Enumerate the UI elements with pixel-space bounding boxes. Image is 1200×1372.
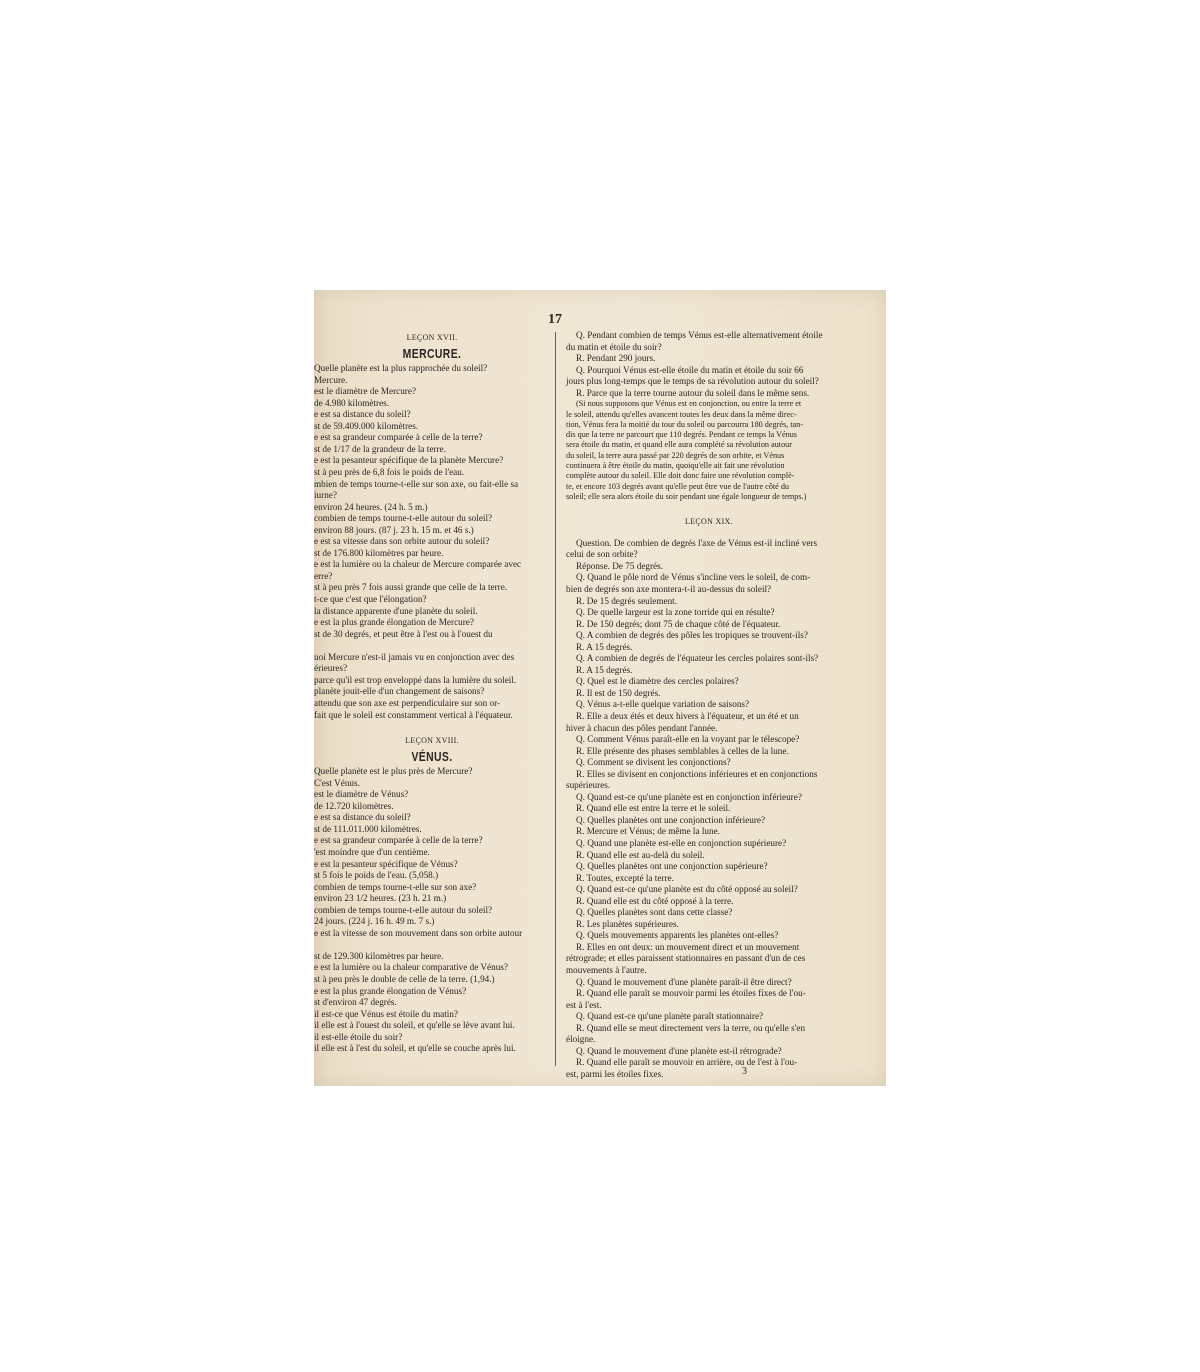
lesson-heading-18: LEÇON XVIII. [405, 736, 459, 746]
text-line: Q. Quand le pôle nord de Vénus s'incline vers le soleil, de com- [576, 572, 811, 583]
column-divider [555, 332, 556, 1066]
text-line: st de 111.011.000 kilomètres. [314, 823, 422, 834]
text-line: Q. A combien de degrés des pôles les tropiques se trouvent-ils? [576, 630, 808, 641]
text-line: hiver à chacun des pôles pendant l'année. [566, 722, 718, 733]
note-line: continuera à être étoile du matin, quoiqu'elle ait fait une révolution [566, 461, 785, 471]
text-line: combien de temps tourne-t-elle autour du soleil? [314, 513, 493, 524]
text-line: érieures? [314, 663, 348, 674]
text-line: planète jouit-elle d'un changement de saisons? [314, 686, 485, 697]
note-line: te, et encore 103 degrés avant qu'elle peut être vue de l'autre côté du [566, 481, 790, 491]
text-line: e est la plus grande élongation de Mercure? [314, 617, 474, 628]
printed-page [314, 290, 886, 1086]
text-line: st de 59.409.000 kilomètres. [314, 420, 419, 431]
text-line: Q. Quelles planètes sont dans cette classe? [576, 907, 733, 918]
text-line: e est la plus grande élongation de Vénus? [314, 985, 467, 996]
text-line: st à peu près de 6,8 fois le poids de l'eau. [314, 467, 465, 478]
text-line: 'est moindre que d'un centième. [314, 846, 430, 857]
text-line: R. Quand elle est entre la terre et le soleil. [576, 803, 731, 814]
text-line: R. Parce que la terre tourne autour du soleil dans le même sens. [576, 387, 810, 398]
explanatory-note [566, 399, 852, 502]
text-line: est le diamètre de Vénus? [314, 789, 409, 800]
text-line: Q. Comment Vénus paraît-elle en la voyant par le télescope? [576, 734, 800, 745]
text-line: e est la vitesse de son mouvement dans son orbite autour [314, 927, 523, 938]
text-line: il elle est à l'est du soleil, et qu'elle se couche après lui. [314, 1043, 516, 1054]
text-line: st d'environ 47 degrés. [314, 997, 397, 1008]
section-title-mercure: MERCURE. [402, 345, 462, 361]
text-line: Réponse. De 75 degrés. [576, 560, 664, 571]
qa-block-b [566, 538, 852, 1081]
text-line: R. Mercure et Vénus; de même la lune. [576, 826, 720, 837]
text-line: Q. Comment se divisent les conjonctions? [576, 757, 731, 768]
text-line: environ 23 1/2 heures. (23 h. 21 m.) [314, 893, 447, 904]
note-line: du soleil, la terre aura passé par 220 degrés de son orbite, et Vénus [566, 450, 785, 460]
text-line: Q. Quand est-ce qu'une planète est en conjonction inférieure? [576, 791, 802, 802]
text-line: Mercure. [314, 374, 348, 385]
text-line: il est-ce que Vénus est étoile du matin? [314, 1008, 458, 1019]
text-line: mouvements à l'autre. [566, 965, 647, 976]
text-line: R. De 150 degrés; dont 75 de chaque côté de l'équateur. [576, 618, 781, 629]
text-line: Q. A combien de degrés de l'équateur les cercles polaires sont-ils? [576, 653, 819, 664]
spacer [314, 721, 550, 733]
text-line: R. A 15 degrés. [576, 641, 633, 652]
text-line: de 12.720 kilomètres. [314, 800, 394, 811]
text-line: e est sa distance du soleil? [314, 812, 411, 823]
text-line: R. Quand elle paraît se mouvoir parmi les étoiles fixes de l'ou- [576, 988, 806, 999]
text-line: du matin et étoile du soir? [566, 341, 662, 352]
text-line: Q. Quand le mouvement d'une planète paraît-il être direct? [576, 976, 792, 987]
text-line: bien de degrés son axe montera-t-il au-dessus du soleil? [566, 583, 772, 594]
lesson-18-text [314, 766, 550, 1055]
text-line: attendu que son axe est perpendiculaire sur son or- [314, 697, 501, 708]
note-line: sera étoile du matin, et quand elle aura complété sa révolution autour [566, 440, 792, 450]
text-line: rétrograde; et elles paraissent stationnaires en passant d'un de ces [566, 953, 806, 964]
text-line: Quelle planète est la plus rapprochée du soleil? [314, 363, 488, 374]
left-column [314, 330, 550, 1055]
text-line: Q. Vénus a-t-elle quelque variation de saisons? [576, 699, 750, 710]
text-line: uoi Mercure n'est-il jamais vu en conjonction avec des [314, 651, 515, 662]
text-line: st 5 fois le poids de l'eau. (5,058.) [314, 870, 439, 881]
text-line: parce qu'il est trop enveloppé dans la lumière du soleil. [314, 674, 517, 685]
text-line: il elle est à l'ouest du soleil, et qu'elle se lève avant lui. [314, 1020, 515, 1031]
text-line: fait que le soleil est constamment vertical à l'équateur. [314, 709, 513, 720]
text-line: e est sa vitesse dans son orbite autour du soleil? [314, 536, 490, 547]
text-line: il est-elle étoile du soir? [314, 1031, 403, 1042]
signature-mark: 3 [742, 1066, 747, 1077]
text-line: mbien de temps tourne-t-elle sur son axe, ou fait-elle sa [314, 478, 519, 489]
text-line: R. Quand elle paraît se mouvoir en arrière, ou de l'est à l'ou- [576, 1057, 798, 1068]
text-line: Quelle planète est le plus près de Mercure? [314, 766, 473, 777]
note-line: tion, Vénus fera la moitié du tour du soleil ou parcourra 180 degrés, tan- [566, 419, 803, 429]
text-line: R. Il est de 150 degrés. [576, 687, 661, 698]
text-line: la distance apparente d'une planète du soleil. [314, 605, 478, 616]
text-line: environ 88 jours. (87 j. 23 h. 15 m. et 46 s.) [314, 524, 474, 535]
lesson-heading-17: LEÇON XVII. [406, 333, 458, 342]
text-line: iurne? [314, 490, 337, 501]
text-line: st de 176.800 kilomètres par heure. [314, 547, 444, 558]
text-line: combien de temps tourne-t-elle sur son axe? [314, 881, 477, 892]
text-line: R. Elles en ont deux: un mouvement direct et un mouvement [576, 941, 800, 952]
text-line: e est sa distance du soleil? [314, 409, 411, 420]
text-line: R. Quand elle se meut directement vers la terre, ou qu'elle s'en [576, 1022, 806, 1033]
lesson-17-text [314, 363, 550, 721]
text-line: est le diamètre de Mercure? [314, 386, 417, 397]
text-line: C'est Vénus. [314, 777, 360, 788]
note-line: dis que la terre ne parcourt que 110 degrés. Pendant ce temps la Vénus [566, 430, 797, 440]
text-line: e est la pesanteur spécifique de Vénus? [314, 858, 458, 869]
text-line: R. Quand elle est du côté opposé à la terre. [576, 895, 734, 906]
text-line: st de 30 degrés, et peut être à l'est ou à l'ouest du [314, 628, 493, 639]
note-line: le soleil, attendu qu'elles avancent toutes les deux dans la même direc- [566, 409, 797, 419]
text-line: Q. Pourquoi Vénus est-elle étoile du matin et étoile du soir 66 [576, 364, 804, 375]
right-column [566, 330, 852, 1081]
text-line: combien de temps tourne-t-elle autour du soleil? [314, 904, 493, 915]
text-line: Question. De combien de degrés l'axe de Vénus est-il incliné vers [576, 537, 818, 548]
text-line: e est sa grandeur comparée à celle de la terre? [314, 835, 483, 846]
text-line: R. Elle a deux étés et deux hivers à l'équateur, et un été et un [576, 711, 799, 721]
text-line: t-ce que c'est que l'élongation? [314, 594, 427, 605]
text-line: R. Quand elle est au-delà du soleil. [576, 849, 705, 860]
text-line: Q. Quel est le diamètre des cercles polaires? [576, 676, 739, 687]
text-line: Q. Quand est-ce qu'une planète paraît stationnaire? [576, 1011, 764, 1022]
note-line: complète autour du soleil. Elle doit donc faire une révolution complè- [566, 471, 795, 481]
text-line: R. De 15 degrés seulement. [576, 595, 678, 606]
text-line: est à l'est. [566, 999, 602, 1010]
text-line: Q. Quels mouvements apparents les planètes ont-elles? [576, 930, 779, 941]
text-line: jours plus long-temps que le temps de sa révolution autour du soleil? [566, 376, 819, 387]
spacer [566, 502, 852, 514]
text-line: celui de son orbite? [566, 549, 638, 560]
text-line: st de 1/17 de la grandeur de la terre. [314, 443, 446, 454]
text-line [314, 640, 550, 652]
text-line: Q. De quelle largeur est la zone torride qui en résulte? [576, 607, 775, 618]
note-line: (Si nous supposons que Vénus est en conjonction, ou entre la terre et [576, 399, 802, 409]
text-line: Q. Pendant combien de temps Vénus est-elle alternativement étoile [576, 330, 823, 340]
text-line: Q. Quelles planètes ont une conjonction supérieure? [576, 861, 768, 872]
text-line: Q. Quelles planètes ont une conjonction inférieure? [576, 814, 766, 825]
text-line: R. A 15 degrés. [576, 664, 633, 675]
text-line: e est la lumière ou la chaleur de Mercure comparée avec [314, 559, 522, 570]
text-line: st à peu près le double de celle de la terre. (1,94.) [314, 973, 495, 984]
text-line [314, 939, 550, 951]
qa-block-a [566, 330, 852, 399]
page-number: 17 [548, 312, 562, 327]
section-title-venus: VÉNUS. [411, 748, 453, 764]
text-line: R. Les planètes supérieures. [576, 918, 679, 929]
text-line: éloigne. [566, 1034, 596, 1045]
text-line: e est sa grandeur comparée à celle de la terre? [314, 432, 483, 443]
text-line: st à peu près 7 fois aussi grande que celle de la terre. [314, 582, 508, 593]
text-line: R. Toutes, excepté la terre. [576, 872, 674, 883]
text-line: e est la lumière ou la chaleur comparative de Vénus? [314, 962, 508, 973]
text-line: 24 jours. (224 j. 16 h. 49 m. 7 s.) [314, 916, 435, 927]
text-line: st de 129.300 kilomètres par heure. [314, 950, 444, 961]
text-line: est, parmi les étoiles fixes. [566, 1068, 664, 1079]
text-line: supérieures. [566, 780, 611, 791]
text-line: R. Pendant 290 jours. [576, 353, 656, 364]
note-line: soleil; elle sera alors étoile du soir pendant une égale longueur de temps.) [566, 491, 807, 501]
text-line: R. Elle présente des phases semblables à celles de la lune. [576, 745, 789, 756]
text-line: e est la pesanteur spécifique de la planète Mercure? [314, 455, 504, 466]
text-line: R. Elles se divisent en conjonctions inférieures et en conjonctions [576, 768, 818, 779]
text-line: Q. Quand une planète est-elle en conjonction supérieure? [576, 838, 787, 849]
text-line: Q. Quand est-ce qu'une planète est du côté opposé au soleil? [576, 884, 798, 895]
text-line: Q. Quand le mouvement d'une planète est-il rétrograde? [576, 1045, 782, 1056]
text-line: erre? [314, 570, 333, 581]
text-line: environ 24 heures. (24 h. 5 m.) [314, 501, 428, 512]
text-line: de 4.980 kilomètres. [314, 397, 390, 408]
lesson-heading-19: LEÇON XIX. [685, 517, 733, 527]
